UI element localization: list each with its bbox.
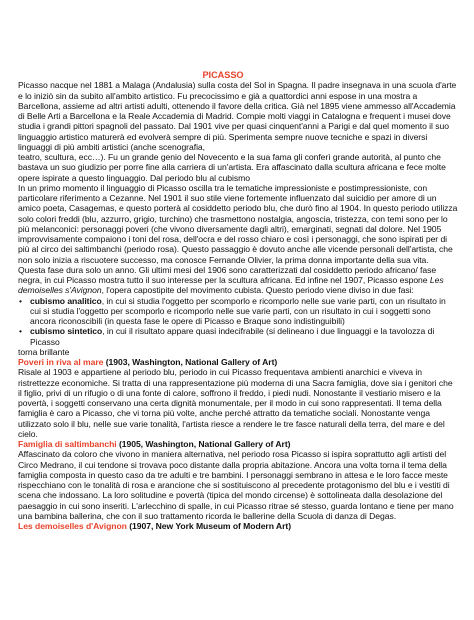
section-body: Risale al 1903 e appartiene al periodo blu, periodo in cui Picasso frequentava ambienti anarchici e viveva in ristrettezze economiche. Si tratta di una rappresentazione più moderna di una Sacra famiglia, dove sia i genitori che il figlio, privi di un rifugio o di una fonte di calore, soffrono il freddo, i piedi nudi. Nonostante il vestiario misero e la povertà, i soggetti conservano una certa dignità monumentale, per il modo in cui sono rappresentati. Il tema della famiglia è caro a Picasso, che vi torna più volte, anche perché attratto da tematiche sociali. Nonostante venga utilizzato solo il blu, nelle sue varie tonalità, l'artista riesce a rendere le tre fasce naturali della terra, del mare e del cielo. [18, 367, 453, 439]
list-item [30, 296, 458, 327]
cubism-phases-list [18, 296, 458, 347]
document-page [18, 70, 458, 531]
section-info: (1907, New York Museum of Modern Art) [126, 521, 292, 531]
list-text: , in cui si studia l'oggetto per scomporlo e ricomporlo nelle sue varie parti, con un risultato in cui si studia l'oggetto per scomporlo e ricomporlo nelle sue varie parti, con un risultato in cui i soggetti sono ancora riconoscibili (in questa fase le opere di Picasso e Braque sono indistinguibili) [30, 295, 446, 326]
list-item [30, 326, 458, 347]
list-term: cubismo sintetico [30, 326, 103, 337]
intro-paragraph [18, 80, 458, 295]
artwork-title-inline: Les demoiselles s'Avignon [18, 275, 444, 296]
page-title: PICASSO [202, 70, 244, 80]
section-title: Poveri in riva al mare [18, 357, 104, 367]
intro-text-2: teatro, scultura, ecc…). Fu un grande genio del Novecento e la sua fama gli conferì grande autorità, al punto che bastava un suo giudizio per porre fine alla carriera di un'artista. Era affascinato dalla scultura africana e fece molte opere ispirate a questo linguaggio. Dal periodo blu al cubismo [18, 152, 446, 183]
after-list-text: torna brillante [18, 346, 70, 357]
section-heading [18, 521, 458, 531]
section-info: (1903, Washington, National Gallery of Art) [103, 357, 278, 367]
section-title: Les demoiselles d'Avignon [18, 521, 127, 531]
section-info: (1905, Washington, National Gallery of Art) [116, 439, 291, 449]
section-body: Affascinato da coloro che vivono in maniera alternativa, nel periodo rosa Picasso si ispira soprattutto agli artisti del Circo Medrano, il cui tendone si trovava poco distante dalla propria abitazione. Ancora una volta torna il tema della famiglia composta in questo caso da tre adulti e tre bambini. I personaggi sembrano in attesa e le loro facce meste rispecchiano con le tonalità di rosa e arancione che si sostituiscono al precedente protagonismo del blu e i vestiti di scena che indossano. La loro solitudine e povertà (tipica del mondo circense) è sottolineata dalla desolazione del paesaggio in cui sono inseriti. L'arlecchino di spalle, in cui Picasso ritrae sé stesso, guarda lontano e tiene per mano una bambina ballerina, che con il suo trattamento ricorda le ballerine della Scuola di danza di Degas. [18, 449, 454, 521]
section-heading [18, 439, 458, 449]
list-term: cubismo analitico [30, 295, 102, 306]
list-text: , in cui il risultato appare quasi indecifrabile (si delineano i due linguaggi e la tavolozza di Picasso [30, 326, 435, 347]
intro-text-3: In un primo momento il linguaggio di Picasso oscilla tra le tematiche impressioniste e postimpressioniste, con particolare riferimento a Cezanne. Nel 1901 il suo stile viene fortemente influenzato dal suicidio per amore di un amico poeta, Casagemas, e questo porterà al cosiddetto periodo blu, che durò fino al 1904. In questo periodo utilizza solo colori freddi (blu, azzurro, grigio, turchino) che trasmettono nostalgia, angoscia, tristezza, con temi sono per lo più melanconici: personaggi poveri (che vivono diversamente dagli altri), emarginati, segnati dal dolore. Nel 1905 improvvisamente compaiono i toni del rosa, dell'ocra e del rosso chiaro e così i personaggi, che sono ispirati per di più al circo dei saltimbanchi (periodo rosa). Questo passaggio è dovuto anche alle vicende personali dell'artista, che non solo inizia a riscuotere successo, ma conosce Fernande Olivier, la prima donna importante della sua vita. Questa fase dura solo un anno. Gli ultimi mesi del 1906 sono caratterizzati dal cosiddetto periodo africano/ fase negra, in cui Picasso mostra tutto il suo interesse per la scultura africana. Ed infine nel 1907, Picasso espone [18, 182, 458, 285]
intro-text-4: , l'opera capostipite del movimento cubista. Questo periodo viene diviso in due fasi: [101, 285, 414, 296]
intro-text-1: Picasso nacque nel 1881 a Malaga (Andalusia) sulla costa del Sol in Spagna. Il padre insegnava in una scuola d'arte e lo iniziò sin da subito all'ambito artistico. Fu precocissimo e già a quattordici anni espose in una mostra a Barcellona, assieme ad altri artisti adulti, ottenendo il favore della critica. Già nel 1895 viene ammesso all'Accademia di Belle Arti a Barcellona e la Reale Accademia di Madrid. Compie molti viaggi in Catalogna e frequent i musei dove studia i grandi pittori spagnoli del passato. Dal 1901 vive per quasi cinquent'anni a Parigi e dal quel momento il suo linguaggio artistico maturerà ed evolverà sempre di più. Sperimenta sempre nuove tecniche e spazi in diversi linguaggi di più ambiti artistici (anche scenografia, [18, 80, 457, 152]
section-title: Famiglia di saltimbanchi [18, 439, 117, 449]
section-heading [18, 357, 458, 367]
